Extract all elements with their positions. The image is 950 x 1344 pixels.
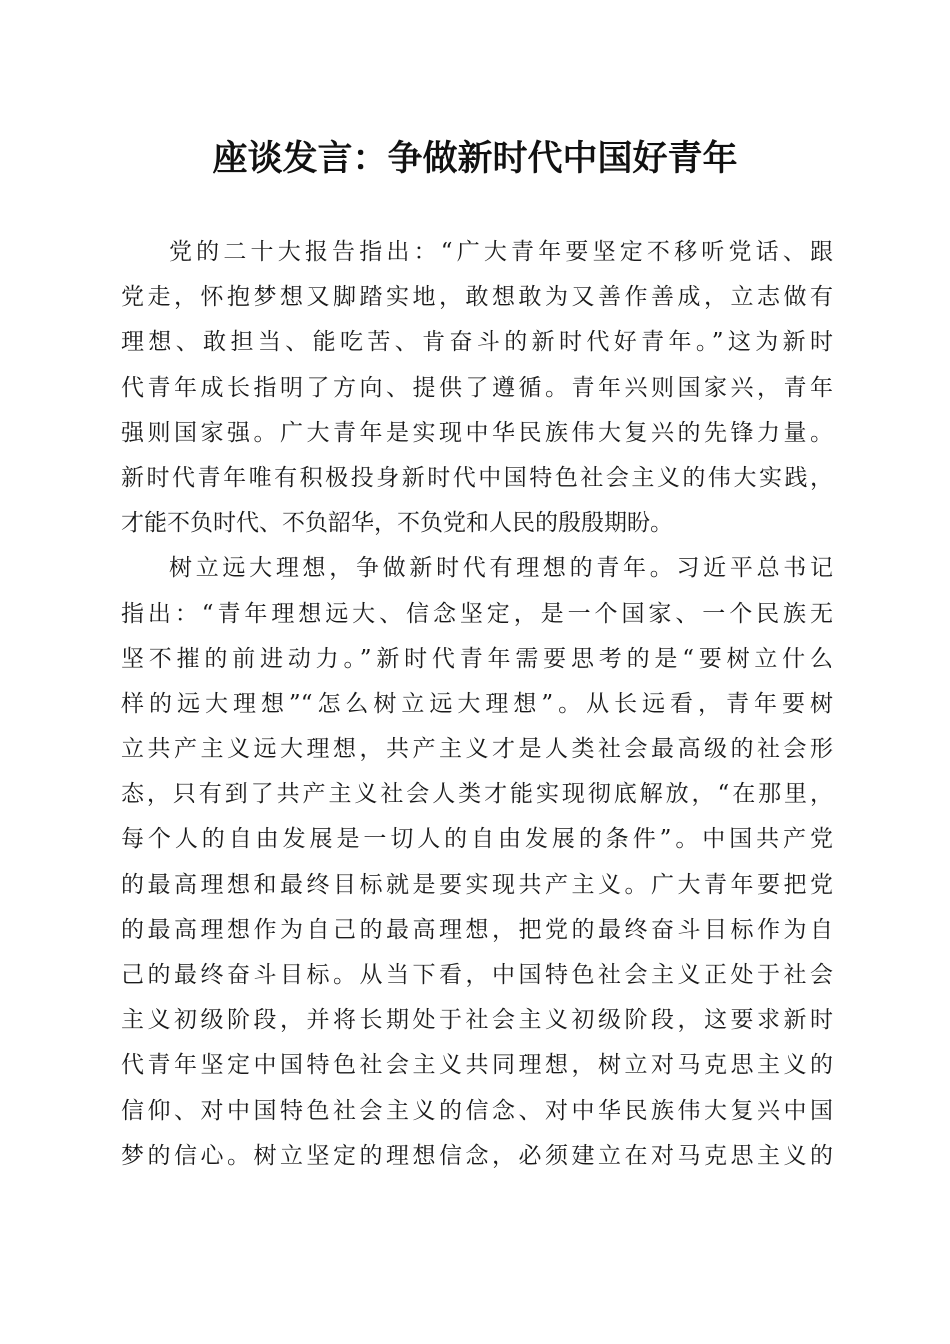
- paragraph-2-line-5: 立共产主义远大理想，共产主义才是人类社会最高级的社会形: [121, 736, 833, 763]
- paragraph-2-line-4: 样的远大理想”“怎么树立远大理想”。从长远看，青年要树: [121, 690, 833, 717]
- paragraph-2-line-7: 每个人的自由发展是一切人的自由发展的条件”。中国共产党: [121, 826, 833, 853]
- paragraph-1-line-2: 党走，怀抱梦想又脚踏实地，敢想敢为又善作善成，立志做有: [121, 284, 833, 311]
- paragraph-2-line-11: 主义初级阶段，并将长期处于社会主义初级阶段，这要求新时: [121, 1007, 833, 1034]
- paragraph-2-line-2: 指出：“青年理想远大、信念坚定，是一个国家、一个民族无: [121, 600, 833, 627]
- paragraph-1-line-6: 新时代青年唯有积极投身新时代中国特色社会主义的伟大实践，: [121, 464, 833, 491]
- paragraph-2-line-1: 树立远大理想，争做新时代有理想的青年。习近平总书记: [169, 555, 833, 582]
- document-body: [121, 230, 833, 1179]
- paragraph-2-line-3: 坚不摧的前进动力。”新时代青年需要思考的是“要树立什么: [121, 645, 833, 672]
- paragraph-1-line-3: 理想、敢担当、能吃苦、肯奋斗的新时代好青年。”这为新时: [121, 329, 833, 356]
- paragraph-2-line-8: 的最高理想和最终目标就是要实现共产主义。广大青年要把党: [121, 871, 833, 898]
- paragraph-2-line-9: 的最高理想作为自己的最高理想，把党的最终奋斗目标作为自: [121, 916, 833, 943]
- paragraph-1-line-4: 代青年成长指明了方向、提供了遵循。青年兴则国家兴，青年: [121, 374, 833, 401]
- paragraph-2-line-14: 梦的信心。树立坚定的理想信念，必须建立在对马克思主义的: [121, 1142, 833, 1169]
- paragraph-2-line-6: 态，只有到了共产主义社会人类才能实现彻底解放，“在那里，: [121, 781, 833, 808]
- paragraph-2-line-13: 信仰、对中国特色社会主义的信念、对中华民族伟大复兴中国: [121, 1097, 833, 1124]
- paragraph-1-line-7: 才能不负时代、不负韶华，不负党和人民的殷殷期盼。: [121, 510, 673, 537]
- paragraph-2-line-10: 己的最终奋斗目标。从当下看，中国特色社会主义正处于社会: [121, 962, 833, 988]
- paragraph-1-line-1: 党的二十大报告指出：“广大青年要坚定不移听党话、跟: [169, 239, 833, 265]
- paragraph-2-line-12: 代青年坚定中国特色社会主义共同理想，树立对马克思主义的: [121, 1052, 833, 1079]
- paragraph-1-line-5: 强则国家强。广大青年是实现中华民族伟大复兴的先锋力量。: [121, 419, 833, 446]
- page-title: 座谈发言：争做新时代中国好青年: [212, 138, 738, 179]
